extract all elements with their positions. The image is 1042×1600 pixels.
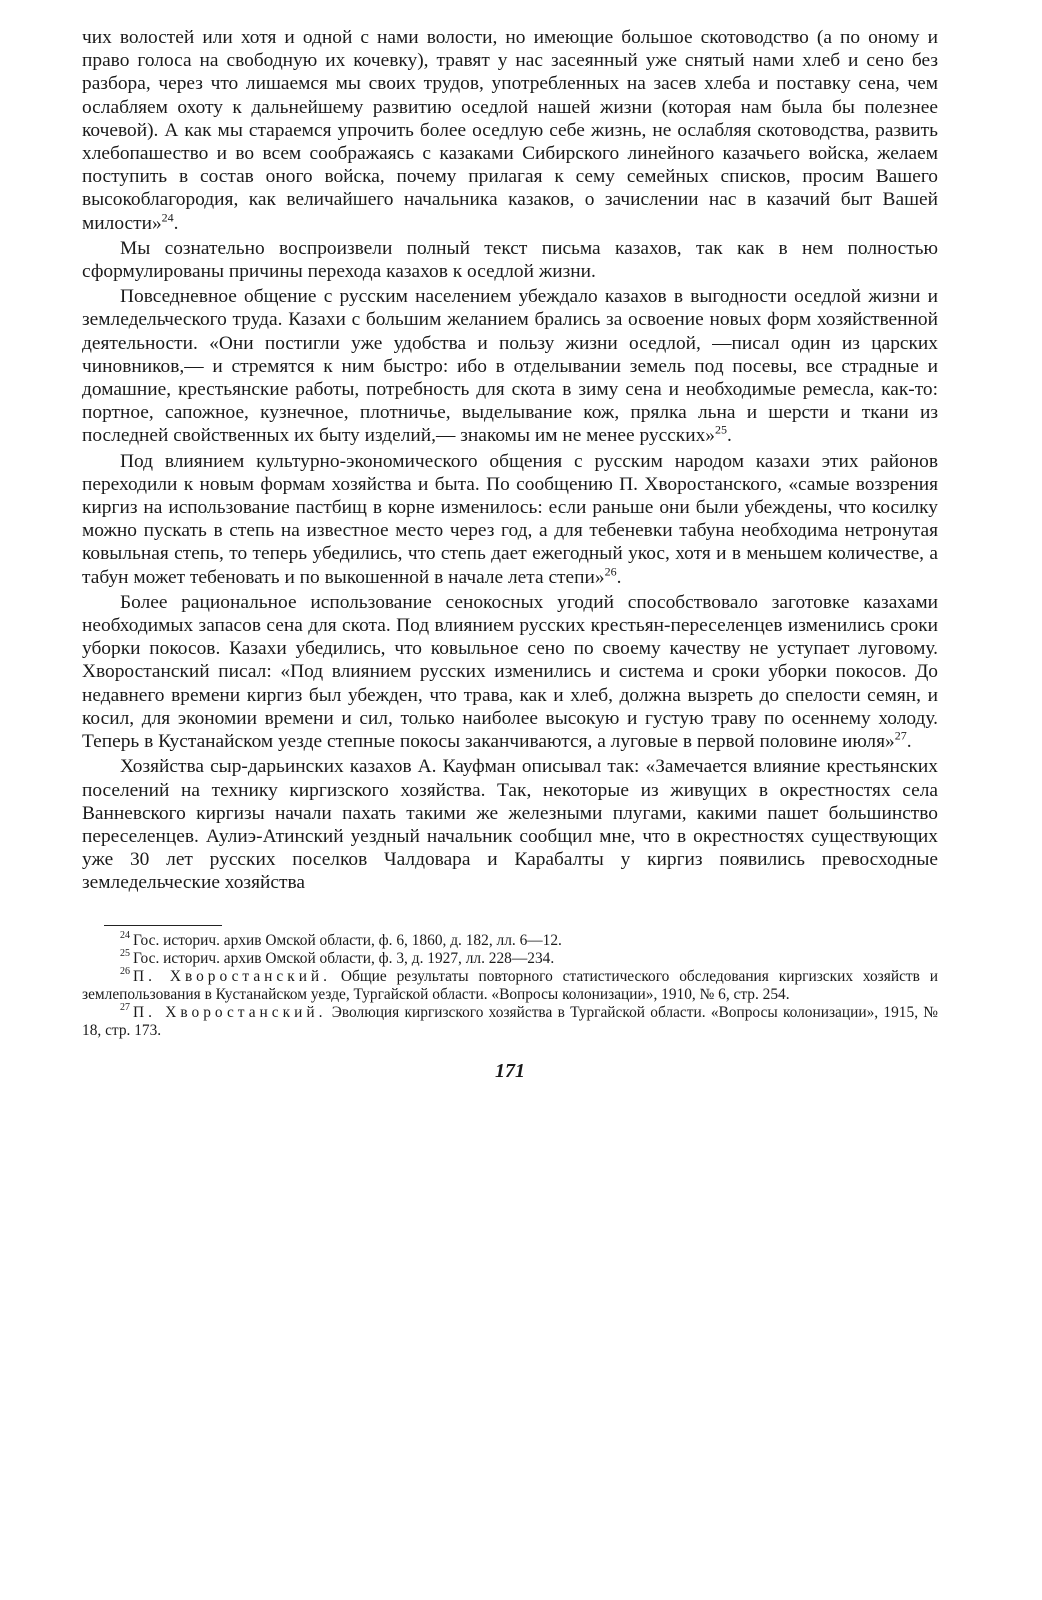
footnote-ref: 24 bbox=[161, 210, 174, 225]
body-text bbox=[82, 26, 938, 895]
page-number: 171 bbox=[495, 1059, 525, 1082]
paragraph-text: Под влиянием культурно-экономического общения с русским народом казахи этих районов переходили к новым формам хозяйства и быта. По сообщению П. Хворостанского, «самые воззрения киргиз на использование пастбищ в корне изменилось: если раньше они были убеждены, что косилку можно пускать в степь на известное место через год, а для тебеневки табуна необходима нетронутая ковыльная степь, то теперь убедились, что степь дает ежегодный укос, хотя и в меньшем количестве, а табун может тебеновать и по выкошенной в начале лета степи» bbox=[82, 450, 938, 588]
paragraph-tail: . bbox=[906, 731, 912, 753]
paragraph bbox=[82, 237, 938, 283]
footnote-number: 26 bbox=[120, 966, 130, 978]
footnote-author: П. Хворостанский. bbox=[133, 967, 332, 985]
paragraph-tail: . bbox=[727, 425, 732, 447]
paragraph-tail: . bbox=[616, 566, 622, 588]
paragraph bbox=[82, 26, 938, 235]
paragraph-tail: . bbox=[173, 212, 179, 234]
footnote-text: Гос. историч. архив Омской области, ф. 3, д. 1927, лл. 228—234. bbox=[133, 949, 555, 967]
footnote-text: Гос. историч. архив Омской области, ф. 6, 1860, д. 182, лл. 6—12. bbox=[133, 931, 562, 949]
footnote bbox=[82, 1004, 938, 1040]
paragraph-text: Мы сознательно воспроизвели полный текст письма казахов, так как в нем полностью сформулированы причины перехода казахов к оседлой жизни. bbox=[82, 237, 938, 283]
footnote-ref: 26 bbox=[604, 564, 617, 579]
paragraph bbox=[82, 755, 938, 894]
footnote bbox=[82, 932, 938, 950]
footnote bbox=[82, 950, 938, 968]
footnote-number: 25 bbox=[120, 948, 130, 960]
paragraph bbox=[82, 285, 938, 447]
footnote-text: Общие результаты повторного статистического обследования киргизских хозяйств и землепользования в Кустанайском уезде, Тургайской области. «Вопросы колонизации», 1910, № 6, стр. 254. bbox=[82, 967, 938, 1003]
paragraph bbox=[82, 591, 938, 753]
footnote-author: П. Хворостанский. bbox=[133, 1003, 327, 1021]
footnote bbox=[82, 968, 938, 1004]
document-page bbox=[82, 26, 938, 1083]
paragraph-text: Хозяйства сыр-дарьинских казахов А. Кауфман описывал так: «Замечается влияние крестьянских поселений на технику киргизского хозяйства. Так, некоторые из живущих в окрестностях села Ванневского киргизы начали пахать такими же железными плугами, какими пашет большинство переселенцев. Аулиэ-Атинский уездный начальник сообщил мне, что в окрестностях существующих уже 30 лет русских поселков Чалдовара и Карабалты у киргиз появились превосходные земледельческие хозяйства bbox=[82, 756, 938, 894]
paragraph-text: Повседневное общение с русским населением убеждало казахов в выгодности оседлой жизни и земледельческого труда. Казахи с большим желанием брались за освоение новых форм хозяйственной деятельности. «Они постигли уже удобства и пользу жизни оседлой, —писал один из царских чиновников,— и стремятся к ним быстро: ибо в отделывании земель под посевы, все страдные и домашние, крестьянские работы, потребность для скота в зиму сена и необходимые ремесла, как-то: портное, сапожное, кузнечное, плотничье, выделывание кож, прялка льна и шерсти и ткани из последней свойственных их быту изделий,— знакомы им не менее русских» bbox=[82, 286, 938, 447]
footnote-text: Эволюция киргизского хозяйства в Тургайской области. «Вопросы колонизации», 1915, № 18, стр. 173. bbox=[82, 1003, 938, 1039]
footnote-ref: 25 bbox=[715, 422, 727, 437]
paragraph-text: чих волостей или хотя и одной с нами волости, но имеющие большое скотоводство (а по оному и право голоса на свободную их кочевку), травят у нас засеянный уже снятый нами хлеб и сено без разбора, через что лишаемся мы своих трудов, употребленных на засев хлеба и поставку сена, чем ослабляем охоту к дальнейшему развитию оседлой нашей жизни (которая нам была бы полезнее кочевой). А как мы стараемся упрочить более оседлую себе жизнь, не ослабляя скотоводства, развить хлебопашество и во всем соображаясь с казаками Сибирского линейного казачьего войска, желаем поступить в состав оного войска, почему прилагая к сему семейных списков, просим Вашего высокоблагородия, как величайшего начальника казаков, о зачислении нас в казачий быт Вашей милости» bbox=[82, 27, 938, 234]
footnote-number: 24 bbox=[120, 930, 130, 942]
footnote-ref: 27 bbox=[894, 728, 907, 743]
paragraph bbox=[82, 450, 938, 589]
paragraph-text: Более рациональное использование сенокосных угодий способствовало заготовке казахами необходимых запасов сена для скота. Под влиянием русских крестьян-переселенцев изменились сроки уборки покосов. Казахи убедились, что ковыльное сено по своему качеству не уступает луговому. Хворостанский писал: «Под влиянием русских изменились и система и сроки уборки покосов. До недавнего времени киргиз был убежден, что трава, как и хлеб, должна вызреть до спелости семян, и косил, для экономии времени и сил, только наиболее высокую и густую траву по осеннему холоду. Теперь в Кустанайском уезде степные покосы заканчиваются, а луговые в первой половине июля» bbox=[82, 591, 938, 753]
footnote-divider bbox=[104, 925, 222, 926]
footnotes bbox=[82, 932, 938, 1040]
footnote-number: 27 bbox=[120, 1002, 130, 1014]
